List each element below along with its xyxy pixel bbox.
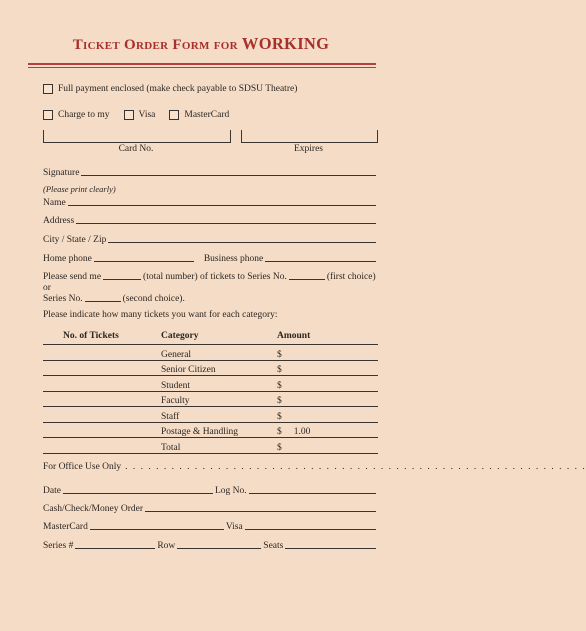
ticket-count-cell[interactable] [43,376,155,392]
signature-label: Signature [43,168,80,178]
first-series-line[interactable] [289,279,325,280]
mastercard-label: MasterCard [184,110,230,120]
signature-line[interactable] [81,175,376,176]
dollar-sign: $ [277,396,282,406]
dollar-sign: $ [277,365,282,375]
ticket-table [43,330,378,454]
amount-cell[interactable] [273,422,378,438]
dollar-sign: $ [277,411,282,422]
amount-cell[interactable] [273,376,378,392]
row-line[interactable] [177,548,261,549]
category-cell: Student [155,376,273,392]
full-payment-row [43,84,378,94]
total-number-label: (total number) of tickets to Series No. [143,272,287,282]
table-row [43,422,378,438]
category-cell: General [155,345,273,361]
expires-field[interactable] [241,130,378,143]
office-use-dots: . . . . . . . . . . . . . . . . . . . . . . . . . . . . . . . . . . . . . . . . . . . . . . . . . . . . . . . . . . . . [121,462,586,472]
log-no-label: Log No. [214,486,247,496]
ticket-count-cell[interactable] [43,345,155,361]
card-number-field[interactable] [43,130,231,143]
cash-check-line[interactable] [145,511,376,512]
form-title [0,34,402,54]
table-header-row [43,330,378,345]
ticket-count-cell[interactable] [43,422,155,438]
header-category: Category [155,330,273,345]
dollar-sign: $ [277,380,282,391]
print-note-row [43,184,378,194]
office-use-row [43,462,586,472]
print-clearly-note: (Please print clearly) [43,184,116,194]
date-row [43,486,378,496]
table-row [43,438,378,454]
cash-check-row [43,504,378,514]
signature-row [43,168,378,178]
office-mastercard-line[interactable] [90,529,224,530]
ticket-count-cell[interactable] [43,407,155,423]
second-series-line[interactable] [85,301,121,302]
table-row [43,345,378,361]
ticket-count-cell[interactable] [43,438,155,454]
series-line[interactable] [75,548,155,549]
charge-label: Charge to my [58,110,110,120]
office-visa-line[interactable] [245,529,376,530]
total-tickets-line[interactable] [103,279,141,280]
business-phone-line[interactable] [265,261,376,262]
expires-label: Expires [293,144,324,154]
city-state-zip-line[interactable] [108,242,376,243]
card-no-label: Card No. [118,144,154,154]
city-state-zip-label: City / State / Zip [43,235,107,245]
ticket-count-cell[interactable] [43,360,155,376]
phone-row [43,254,378,264]
date-label: Date [43,486,61,496]
log-no-line[interactable] [249,493,376,494]
series-row [43,541,378,551]
name-row [43,198,378,208]
or-row [43,283,378,293]
send-me-label: Please send me [43,272,102,282]
city-row [43,235,378,245]
table-row [43,391,378,407]
header-no-of-tickets: No. of Tickets [43,330,155,345]
title-show-name: WORKING [241,34,330,53]
amount-cell[interactable] [273,407,378,423]
amount-cell[interactable] [273,438,378,454]
date-line[interactable] [63,493,213,494]
dollar-sign: $ [277,442,282,453]
title-text: Ticket Order Form for [72,37,242,53]
name-label: Name [43,198,66,208]
amount-cell[interactable] [273,391,378,407]
category-cell: Faculty [155,391,273,407]
home-phone-line[interactable] [94,261,194,262]
full-payment-checkbox[interactable] [43,84,53,94]
address-line[interactable] [76,223,376,224]
visa-checkbox[interactable] [124,110,134,120]
category-cell: Senior Citizen [155,360,273,376]
table-row [43,376,378,392]
or-label: or [43,283,51,293]
business-phone-label: Business phone [203,254,264,264]
seats-label: Seats [263,541,284,551]
full-payment-label: Full payment enclosed (make check payable to SDSU Theatre) [58,84,298,94]
ticket-count-cell[interactable] [43,391,155,407]
category-cell: Postage & Handling [155,422,273,438]
indicate-label: Please indicate how many tickets you want for each category: [43,310,278,320]
office-use-heading: For Office Use Only [43,462,122,472]
cash-check-label: Cash/Check/Money Order [43,504,143,514]
indicate-row [43,310,378,320]
category-cell: Total [155,438,273,454]
second-series-row [43,294,378,304]
series-label: Series # [43,541,74,551]
dollar-sign: $ [277,427,282,437]
charge-checkbox[interactable] [43,110,53,120]
category-cell: Staff [155,407,273,423]
amount-cell[interactable] [273,360,378,376]
mastercard-checkbox[interactable] [169,110,179,120]
send-me-row [43,272,378,282]
table-row [43,407,378,423]
series-no-label: Series No. [43,294,83,304]
title-rule-thin [28,67,376,68]
visa-label: Visa [138,110,156,120]
address-row [43,216,378,226]
row-label: Row [157,541,176,551]
table-row [43,360,378,376]
office-mastercard-label: MasterCard [43,522,88,532]
address-label: Address [43,216,75,226]
office-visa-label: Visa [225,522,243,532]
title-rule-thick [28,63,376,65]
second-choice-label: (second choice). [122,294,185,304]
charge-row [43,110,378,120]
header-amount: Amount [273,330,378,345]
office-card-row [43,522,378,532]
first-choice-label: (first choice) [326,272,376,282]
seats-line[interactable] [285,548,376,549]
amount-value: 1.00 [293,427,311,437]
home-phone-label: Home phone [43,254,92,264]
name-line[interactable] [68,205,376,206]
amount-cell[interactable] [273,345,378,361]
dollar-sign: $ [277,349,282,360]
